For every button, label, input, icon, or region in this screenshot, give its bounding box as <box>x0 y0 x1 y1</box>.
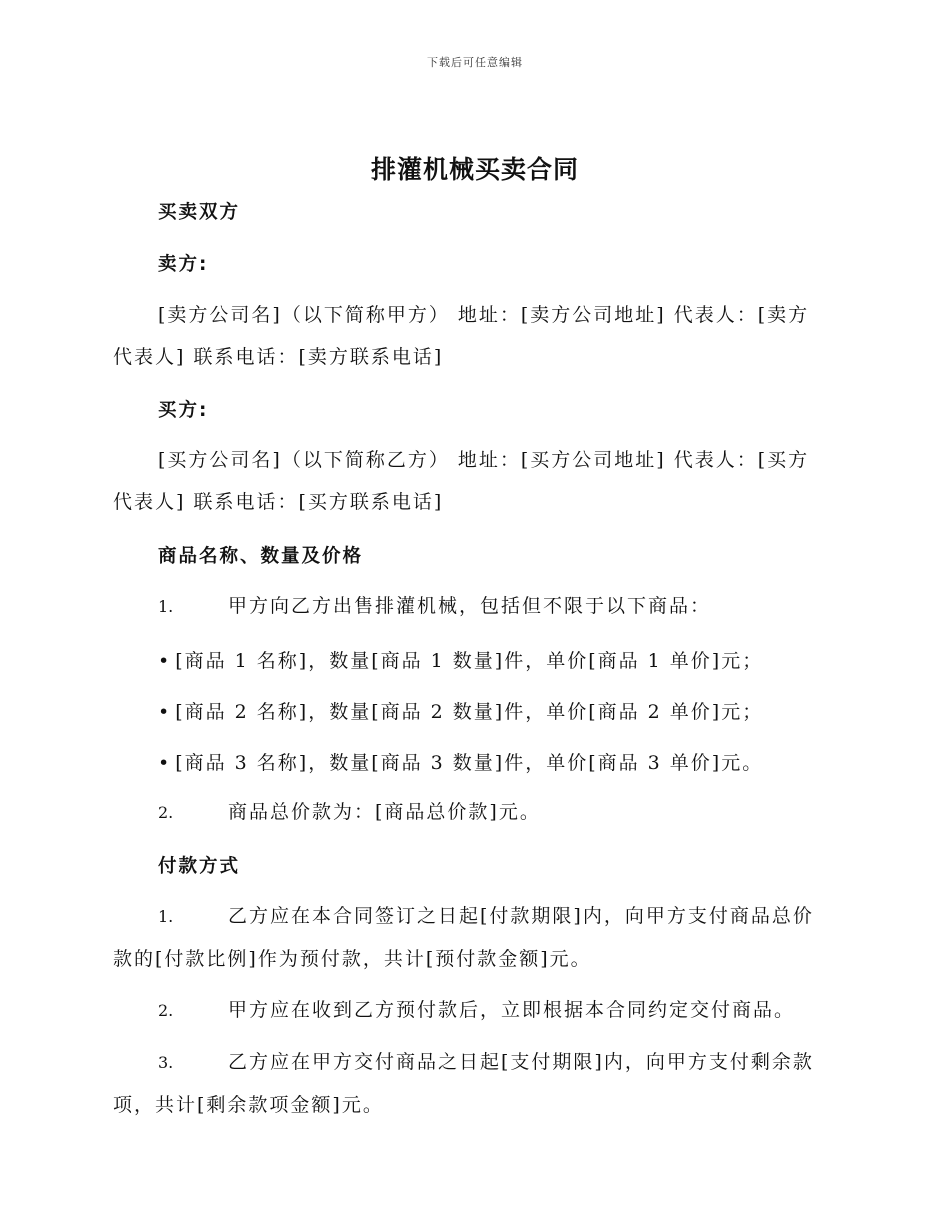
section-heading-payment: 付款方式 <box>158 856 241 877</box>
list-item <box>158 697 763 724</box>
section-heading-parties: 买卖双方 <box>158 202 241 223</box>
payment-item-3-number: 3. <box>158 1053 174 1072</box>
payment-item-3-text: 乙方应在甲方交付商品之日起[支付期限]内，向甲方支付剩余款项，共计[剩余款项金额]元。 <box>113 1051 814 1116</box>
bullet-dot: • <box>158 752 172 774</box>
goods-item-2-text: 商品总价款为：[商品总价款]元。 <box>228 801 541 823</box>
payment-item-3 <box>113 1041 829 1126</box>
payment-item-2-number: 2. <box>158 1001 174 1020</box>
goods-item-2-number: 2. <box>158 803 174 822</box>
goods-bullet-3-text: [商品 3 名称]，数量[商品 3 数量]件，单价[商品 3 单价]元。 <box>175 752 764 774</box>
list-item <box>158 748 763 775</box>
goods-bullet-2-text: [商品 2 名称]，数量[商品 2 数量]件，单价[商品 2 单价]元； <box>175 701 764 723</box>
goods-item-1 <box>113 585 829 628</box>
payment-item-2 <box>113 989 829 1032</box>
goods-bullet-1-text: [商品 1 名称]，数量[商品 1 数量]件，单价[商品 1 单价]元； <box>175 650 764 672</box>
bullet-dot: • <box>158 650 172 672</box>
section-heading-goods: 商品名称、数量及价格 <box>158 546 364 567</box>
seller-label: 卖方: <box>158 254 209 275</box>
goods-item-2 <box>113 791 829 834</box>
payment-item-1-number: 1. <box>158 907 174 926</box>
payment-item-2-text: 甲方应在收到乙方预付款后，立即根据本合同约定交付商品。 <box>228 999 796 1021</box>
payment-item-1-text: 乙方应在本合同签订之日起[付款期限]内，向甲方支付商品总价款的[付款比例]作为预付款，共计[预付款金额]元。 <box>113 905 814 970</box>
list-item <box>158 646 763 673</box>
header-note: 下载后可任意编辑 <box>427 56 523 69</box>
bullet-dot: • <box>158 701 172 723</box>
buyer-details: [买方公司名]（以下简称乙方） 地址：[买方公司地址] 代表人：[买方代表人] 联系电话：[买方联系电话] <box>113 449 810 513</box>
buyer-label: 买方: <box>158 400 209 421</box>
seller-details: [卖方公司名]（以下简称甲方） 地址：[卖方公司地址] 代表人：[卖方代表人] 联系电话：[卖方联系电话] <box>113 304 810 368</box>
payment-item-1 <box>113 895 829 980</box>
goods-item-1-text: 甲方向乙方出售排灌机械，包括但不限于以下商品： <box>228 595 712 617</box>
goods-item-1-number: 1. <box>158 597 174 616</box>
document-title: 排灌机械买卖合同 <box>370 155 579 184</box>
